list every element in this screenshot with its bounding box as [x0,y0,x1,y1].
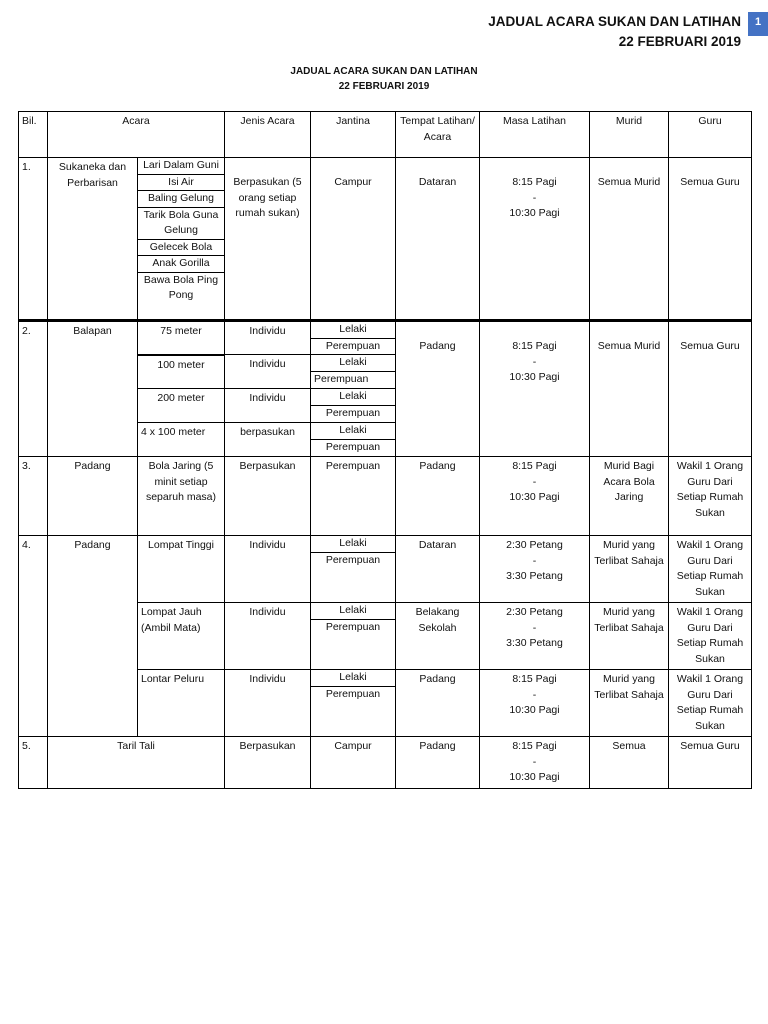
col-header-guru: Guru [669,112,752,158]
time-end: 3:30 Petang [506,570,563,582]
time-separator: - [532,475,537,488]
gender: Campur [311,737,396,789]
event-type: Individu [225,321,311,355]
sub-event: 200 meter [138,389,225,423]
event-name: Sukaneka dan Perbarisan [48,158,138,321]
doc-subtitle: 22 FEBRUARI 2019 [338,81,430,92]
event-name: Balapan [48,321,138,457]
sub-event: Lompat Jauh (Ambil Mata) [138,603,225,670]
event-type: Berpasukan [225,737,311,789]
table-row [19,457,752,536]
gender-male: Lelaki [339,671,367,683]
row-number: 2. [19,321,48,457]
gender-male: Lelaki [339,356,367,368]
event-name: Padang [48,536,138,737]
sub-event: Anak Gorilla [138,256,224,273]
header-title: JADUAL ACARA SUKAN DAN LATIHAN [488,14,741,29]
gender-cell [311,355,396,389]
gender-male: Lelaki [339,604,367,616]
time [480,603,590,670]
time [480,457,590,536]
row-number: 5. [19,737,48,789]
sub-event: Isi Air [138,175,224,192]
col-header-bil: Bil. [19,112,48,158]
teachers: Wakil 1 Orang Guru Dari Setiap Rumah Sukan [669,670,752,737]
time [480,158,590,321]
row-number: 4. [19,536,48,737]
gender-cell [311,321,396,355]
col-header-masa: Masa Latihan [480,112,590,158]
time-start: 8:15 Pagi [512,673,557,685]
gender-male: Lelaki [339,424,367,436]
time-separator: - [532,621,537,634]
students: Semua Murid [590,321,669,457]
time-end: 10:30 Pagi [509,207,560,219]
event-name: Padang [48,457,138,536]
gender-male: Lelaki [339,537,367,549]
gender-male: Lelaki [339,323,367,335]
teachers: Semua Guru [669,158,752,321]
gender-female: Perempuan [311,338,395,355]
time-end: 10:30 Pagi [509,704,560,716]
time-separator: - [532,554,537,567]
gender-female: Perempuan [311,371,395,388]
header-date: 22 FEBRUARI 2019 [618,34,741,49]
gender-cell [311,423,396,457]
table-row [19,737,752,789]
schedule-table [18,111,752,789]
venue: Padang [396,737,480,789]
table-row [19,158,752,321]
sub-event: Baling Gelung [138,191,224,208]
teachers: Semua Guru [669,737,752,789]
sub-event: Lompat Tinggi [138,536,225,603]
event-type: Berpasukan [225,457,311,536]
teachers: Wakil 1 Orang Guru Dari Setiap Rumah Sukan [669,603,752,670]
row-number: 1. [19,158,48,321]
col-header-tempat: Tempat Latihan/ Acara [396,112,480,158]
sub-event-list [138,158,225,321]
page-number-badge: 1 [748,12,768,36]
time [480,536,590,603]
doc-title: JADUAL ACARA SUKAN DAN LATIHAN [290,66,478,77]
event-type: Berpasukan (5 orang setiap rumah sukan) [225,158,311,321]
sub-event: 100 meter [138,355,225,389]
students: Semua Murid [590,158,669,321]
time-start: 8:15 Pagi [512,340,557,352]
venue: Padang [396,321,480,457]
students: Murid yang Terlibat Sahaja [590,670,669,737]
students: Murid yang Terlibat Sahaja [590,536,669,603]
students: Murid Bagi Acara Bola Jaring [590,457,669,536]
col-header-acara: Acara [48,112,225,158]
time-start: 2:30 Petang [506,539,563,551]
gender: Perempuan [311,457,396,536]
sub-event: Gelecek Bola [138,240,224,257]
sub-event: 75 meter [138,321,225,355]
col-header-murid: Murid [590,112,669,158]
time-end: 3:30 Petang [506,637,563,649]
time-end: 10:30 Pagi [509,771,560,783]
students: Semua [590,737,669,789]
teachers: Wakil 1 Orang Guru Dari Setiap Rumah Sukan [669,457,752,536]
gender-cell [311,603,396,670]
time-start: 8:15 Pagi [512,460,557,472]
time-end: 10:30 Pagi [509,371,560,383]
gender-cell [311,389,396,423]
page-header [488,12,741,52]
gender-cell [311,670,396,737]
gender-female: Perempuan [311,686,395,703]
row-number: 3. [19,457,48,536]
gender: Campur [311,158,396,321]
time-separator: - [532,755,537,768]
teachers: Wakil 1 Orang Guru Dari Setiap Rumah Sukan [669,536,752,603]
venue: Dataran [396,158,480,321]
event-type: Individu [225,355,311,389]
sub-event: Lontar Peluru [138,670,225,737]
venue: Padang [396,457,480,536]
table-row [19,536,752,603]
sub-event: Bola Jaring (5 minit setiap separuh masa) [138,457,225,536]
table-header-row [19,112,752,158]
venue: Dataran [396,536,480,603]
time-separator: - [532,688,537,701]
event-name: Taril Tali [48,737,225,789]
time-separator: - [532,355,537,368]
time-end: 10:30 Pagi [509,491,560,503]
time [480,670,590,737]
event-type: Individu [225,389,311,423]
event-type: Individu [225,603,311,670]
gender-female: Perempuan [311,619,395,636]
col-header-jenis: Jenis Acara [225,112,311,158]
time-start: 2:30 Petang [506,606,563,618]
gender-female: Perempuan [311,439,395,456]
table-row [19,321,752,355]
sub-event: Bawa Bola Ping Pong [143,273,219,301]
time [480,737,590,789]
venue: Padang [396,670,480,737]
col-header-jantina: Jantina [311,112,396,158]
sub-event: Tarik Bola Guna Gelung [138,208,224,240]
time-start: 8:15 Pagi [512,176,557,188]
event-type: Individu [225,670,311,737]
gender-cell [311,536,396,603]
gender-male: Lelaki [339,390,367,402]
gender-female: Perempuan [311,552,395,569]
sub-event: 4 x 100 meter [138,423,225,457]
teachers: Semua Guru [669,321,752,457]
sub-event: Lari Dalam Guni [138,158,224,175]
venue: Belakang Sekolah [396,603,480,670]
time [480,321,590,457]
gender-female: Perempuan [311,405,395,422]
event-type: Individu [225,536,311,603]
students: Murid yang Terlibat Sahaja [590,603,669,670]
time-separator: - [532,191,537,204]
time-start: 8:15 Pagi [512,740,557,752]
event-type: berpasukan [225,423,311,457]
